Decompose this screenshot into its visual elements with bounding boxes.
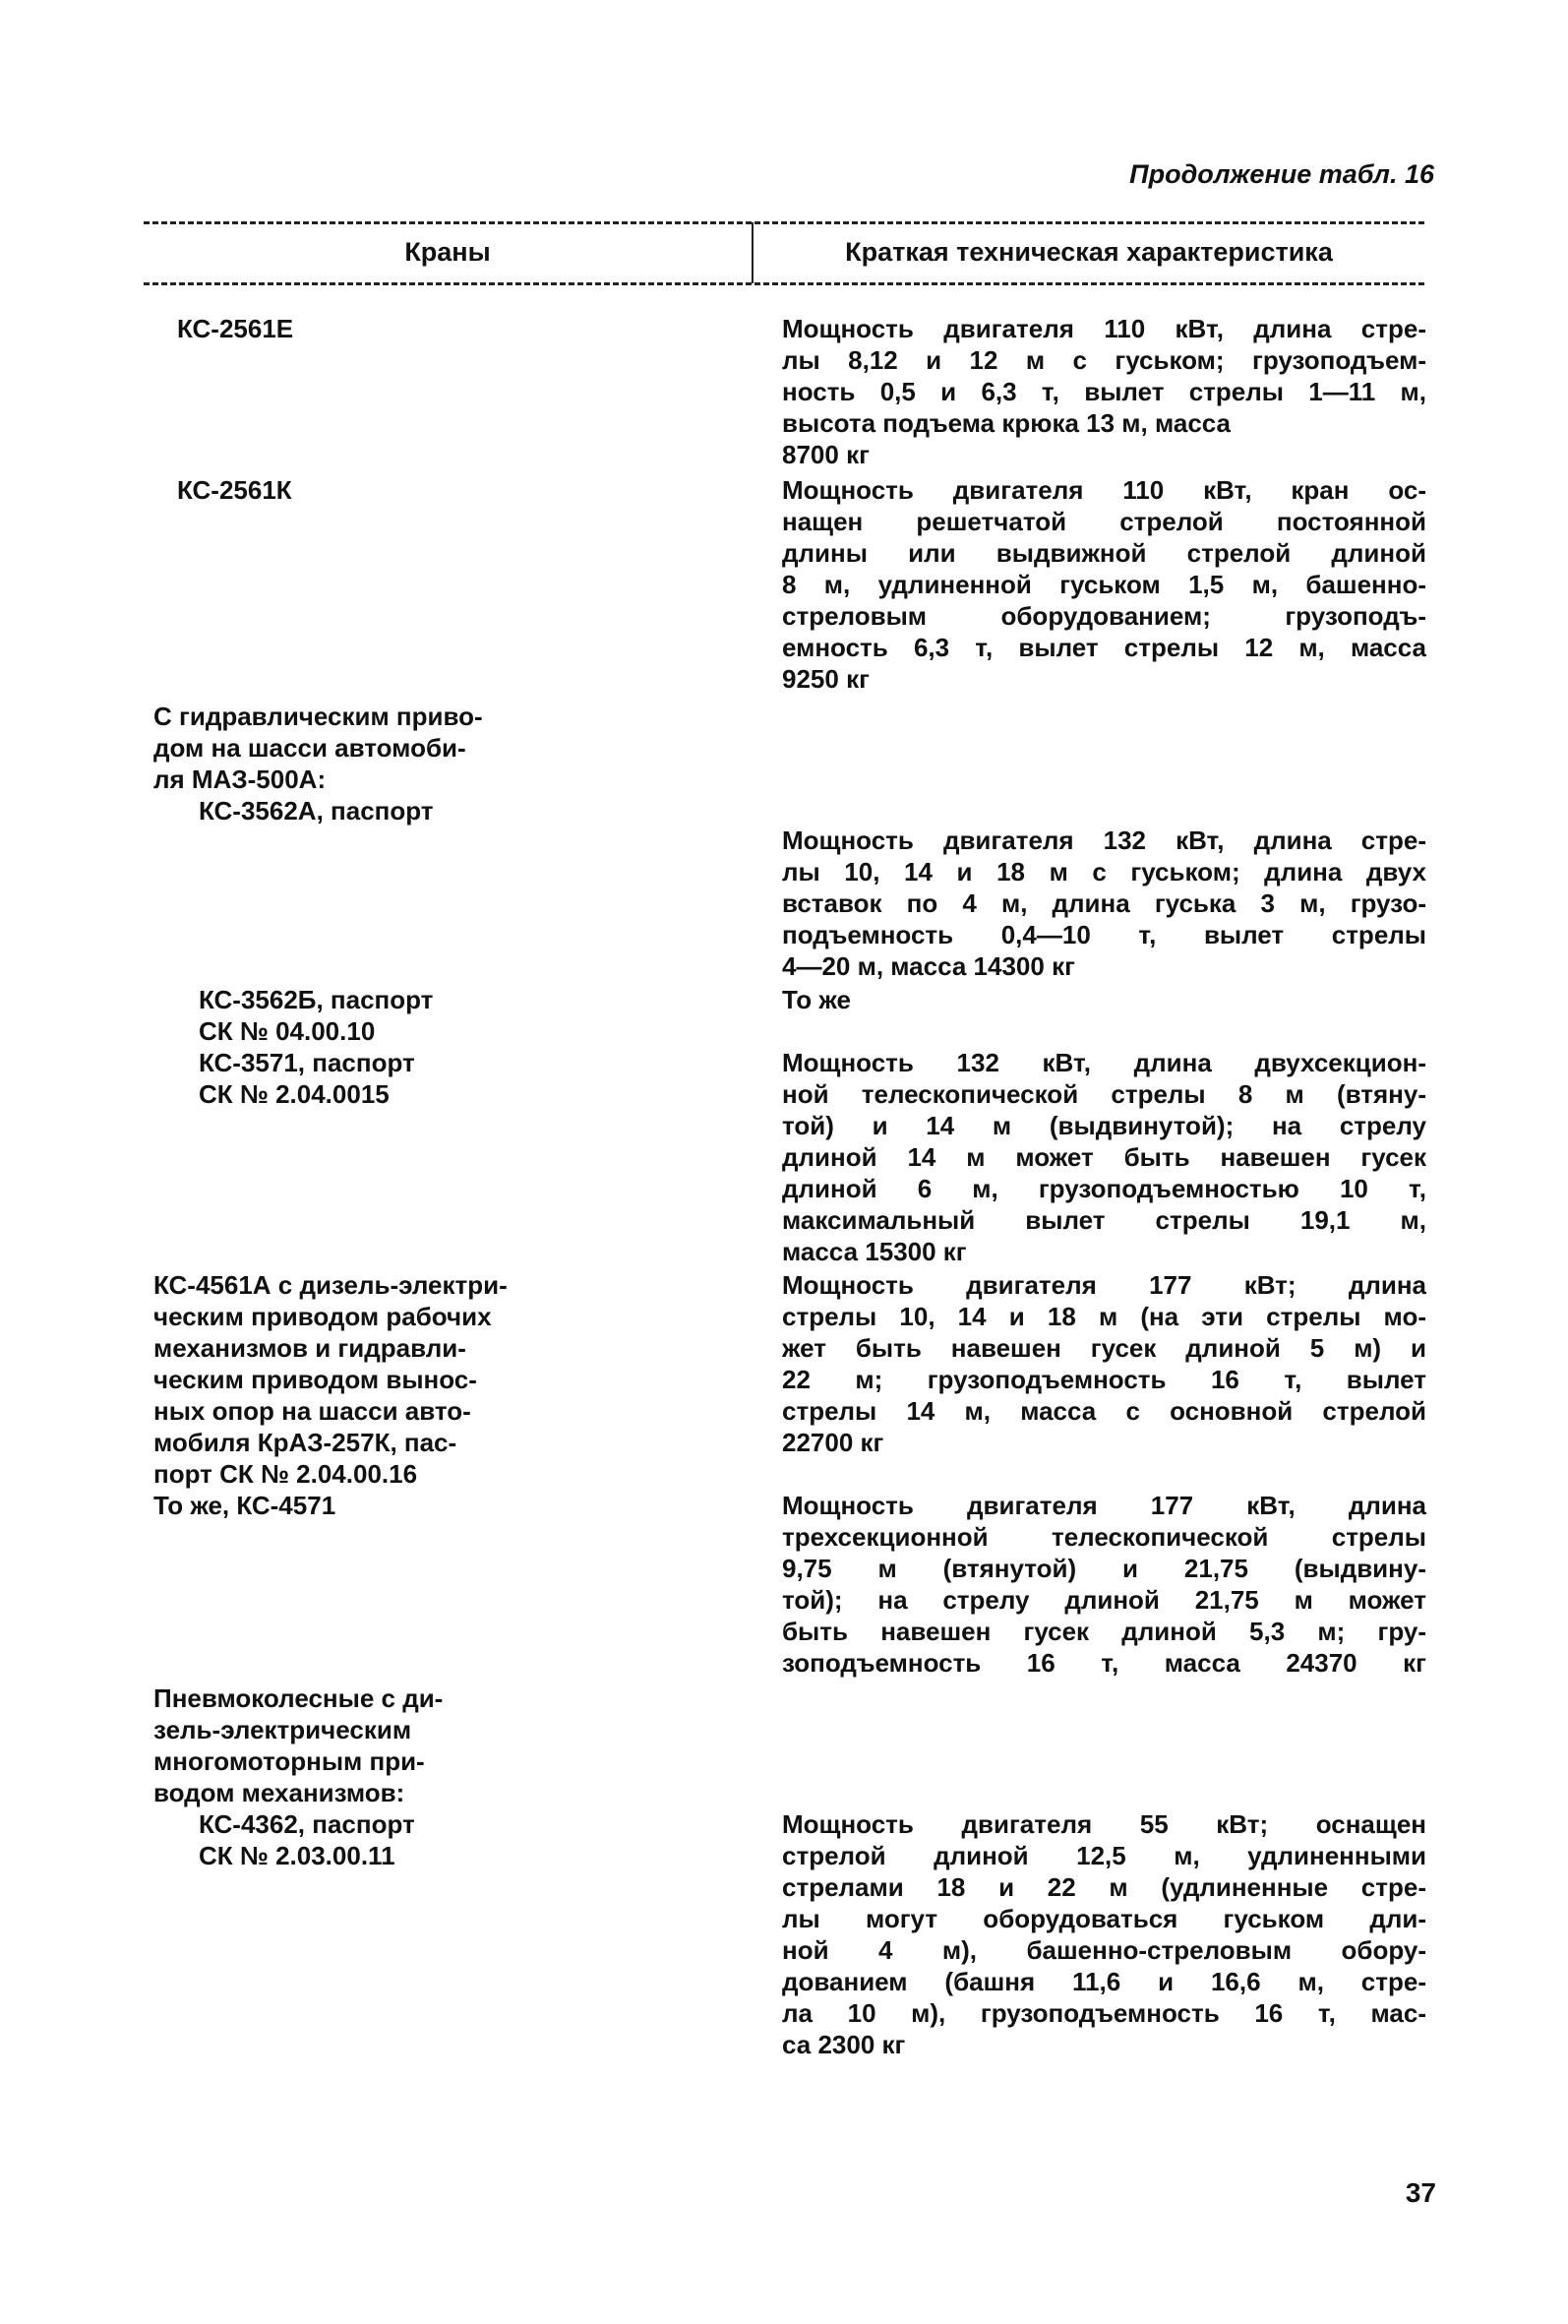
crane-name-line: механизмов и гидравли- <box>153 1333 466 1363</box>
crane-name-line: СК № 04.00.10 <box>199 1016 376 1046</box>
characteristic-line: масса 15300 кг <box>782 1237 967 1266</box>
crane-name-line: ческим приводом вынос- <box>153 1365 477 1394</box>
crane-name-line: ческим приводом рабочих <box>153 1302 492 1331</box>
crane-name-line: ных опор на шасси авто- <box>153 1396 471 1426</box>
characteristic-line: стрелы 10, 14 и 18 м (на эти стрелы мо- <box>782 1302 1426 1331</box>
characteristic-line: ной телескопической стрелы 8 м (втяну- <box>782 1079 1426 1109</box>
crane-name-line: КС-4561А с дизель-электри- <box>153 1270 508 1300</box>
characteristic-line: 22 м; грузоподъемность 16 т, вылет <box>782 1365 1426 1394</box>
characteristic-line: 9250 кг <box>782 664 870 694</box>
characteristic-line: лы 8,12 и 12 м с гуськом; грузоподъем- <box>782 345 1426 375</box>
characteristic-line: вставок по 4 м, длина гуська 3 м, грузо- <box>782 888 1426 918</box>
characteristic-line: 8 м, удлиненной гуськом 1,5 м, башенно- <box>782 570 1426 599</box>
characteristic-line: ла 10 м), грузоподъемность 16 т, мас- <box>782 1998 1426 2028</box>
crane-name-line: Пневмоколесные с ди- <box>153 1683 444 1713</box>
characteristic-line: лы 10, 14 и 18 м с гуськом; длина двух <box>782 857 1426 887</box>
crane-name-line: ля МАЗ-500А: <box>153 764 327 794</box>
header-cranes: Краны <box>404 237 491 267</box>
characteristic-line: 4—20 м, масса 14300 кг <box>782 951 1075 981</box>
characteristic-line: длиной 14 м может быть навешен гусек <box>782 1142 1426 1172</box>
crane-name-line: КС-2561К <box>177 475 292 505</box>
table-header-bottom-rule <box>144 282 1424 285</box>
characteristic-line: 9,75 м (втянутой) и 21,75 (выдвину- <box>782 1554 1426 1583</box>
characteristic-line: Мощность двигателя 110 кВт, длина стре- <box>782 314 1426 343</box>
characteristic-line: подъемность 0,4—10 т, вылет стрелы <box>782 920 1426 949</box>
characteristic-line: Мощность двигателя 177 кВт; длина <box>782 1270 1426 1300</box>
characteristic-line: трехсекционной телескопической стрелы <box>782 1522 1426 1552</box>
characteristic-line: Мощность двигателя 110 кВт, кран ос- <box>782 475 1426 505</box>
crane-name-line: КС-4362, паспорт <box>199 1809 415 1839</box>
characteristic-line: стрелой длиной 12,5 м, удлиненными <box>782 1841 1426 1870</box>
crane-name-line: То же, КС-4571 <box>153 1491 336 1520</box>
page-number: 37 <box>1405 2177 1436 2208</box>
crane-name-line: СК № 2.03.00.11 <box>199 1841 395 1870</box>
crane-name-line: С гидравлическим приво- <box>153 702 483 731</box>
characteristic-line: 22700 кг <box>782 1428 884 1457</box>
crane-name-line: дом на шасси автомоби- <box>153 733 466 763</box>
characteristic-line: стреловым оборудованием; грузоподъ- <box>782 601 1426 631</box>
characteristic-line: стрелы 14 м, масса с основной стрелой <box>782 1396 1426 1426</box>
characteristic-line: зоподъемность 16 т, масса 24370 кг <box>782 1648 1426 1678</box>
crane-name-line: порт СК № 2.04.00.16 <box>153 1459 418 1489</box>
characteristic-line: той); на стрелу длиной 21,75 м может <box>782 1585 1426 1615</box>
characteristic-line: 8700 кг <box>782 440 870 469</box>
crane-name-line: мобиля КрАЗ-257К, пас- <box>153 1428 457 1457</box>
characteristic-line: стрелами 18 и 22 м (удлиненные стре- <box>782 1872 1426 1902</box>
characteristic-line: нащен решетчатой стрелой постоянной <box>782 507 1426 536</box>
crane-name-line: КС-3562Б, паспорт <box>199 985 434 1014</box>
crane-name-line: СК № 2.04.0015 <box>199 1079 390 1109</box>
characteristic-line: ной 4 м), башенно-стреловым обору- <box>782 1935 1426 1965</box>
crane-name-line: КС-2561Е <box>177 314 294 343</box>
characteristic-line: максимальный вылет стрелы 19,1 м, <box>782 1205 1426 1235</box>
characteristic-line: Мощность двигателя 132 кВт, длина стре- <box>782 826 1426 855</box>
crane-name-line: КС-3562А, паспорт <box>199 796 434 826</box>
crane-name-line: многомоторным при- <box>153 1746 425 1776</box>
characteristic-line: быть навешен гусек длиной 5,3 м; гру- <box>782 1617 1426 1646</box>
characteristic-line: той) и 14 м (выдвинутой); на стрелу <box>782 1111 1426 1140</box>
characteristic-line: длиной 6 м, грузоподъемностью 10 т, <box>782 1174 1426 1203</box>
characteristic-line: Мощность 132 кВт, длина двухсекцион- <box>782 1048 1426 1077</box>
crane-name-line: водом механизмов: <box>153 1778 405 1807</box>
continuation-label: Продолжение табл. 16 <box>1129 159 1434 189</box>
characteristic-line: высота подъема крюка 13 м, масса <box>782 408 1232 438</box>
characteristic-line: ность 0,5 и 6,3 т, вылет стрелы 1—11 м, <box>782 377 1426 406</box>
characteristic-line: дованием (башня 11,6 и 16,6 м, стре- <box>782 1967 1426 1996</box>
header-characteristics: Краткая техническая характеристика <box>845 237 1333 267</box>
characteristic-line: емность 6,3 т, вылет стрелы 12 м, масса <box>782 633 1426 662</box>
crane-name-line: зель-электрическим <box>153 1715 412 1744</box>
crane-name-line: КС-3571, паспорт <box>199 1048 415 1077</box>
characteristic-line: Мощность двигателя 55 кВт; оснащен <box>782 1809 1426 1839</box>
characteristic-line: лы могут оборудоваться гуськом дли- <box>782 1904 1426 1933</box>
characteristic-line: са 2300 кг <box>782 2030 906 2059</box>
characteristic-line: То же <box>782 985 851 1014</box>
characteristic-line: жет быть навешен гусек длиной 5 м) и <box>782 1333 1426 1363</box>
characteristic-line: длины или выдвижной стрелой длиной <box>782 538 1426 568</box>
characteristic-line: Мощность двигателя 177 кВт, длина <box>782 1491 1426 1520</box>
table-top-rule <box>144 221 1424 224</box>
